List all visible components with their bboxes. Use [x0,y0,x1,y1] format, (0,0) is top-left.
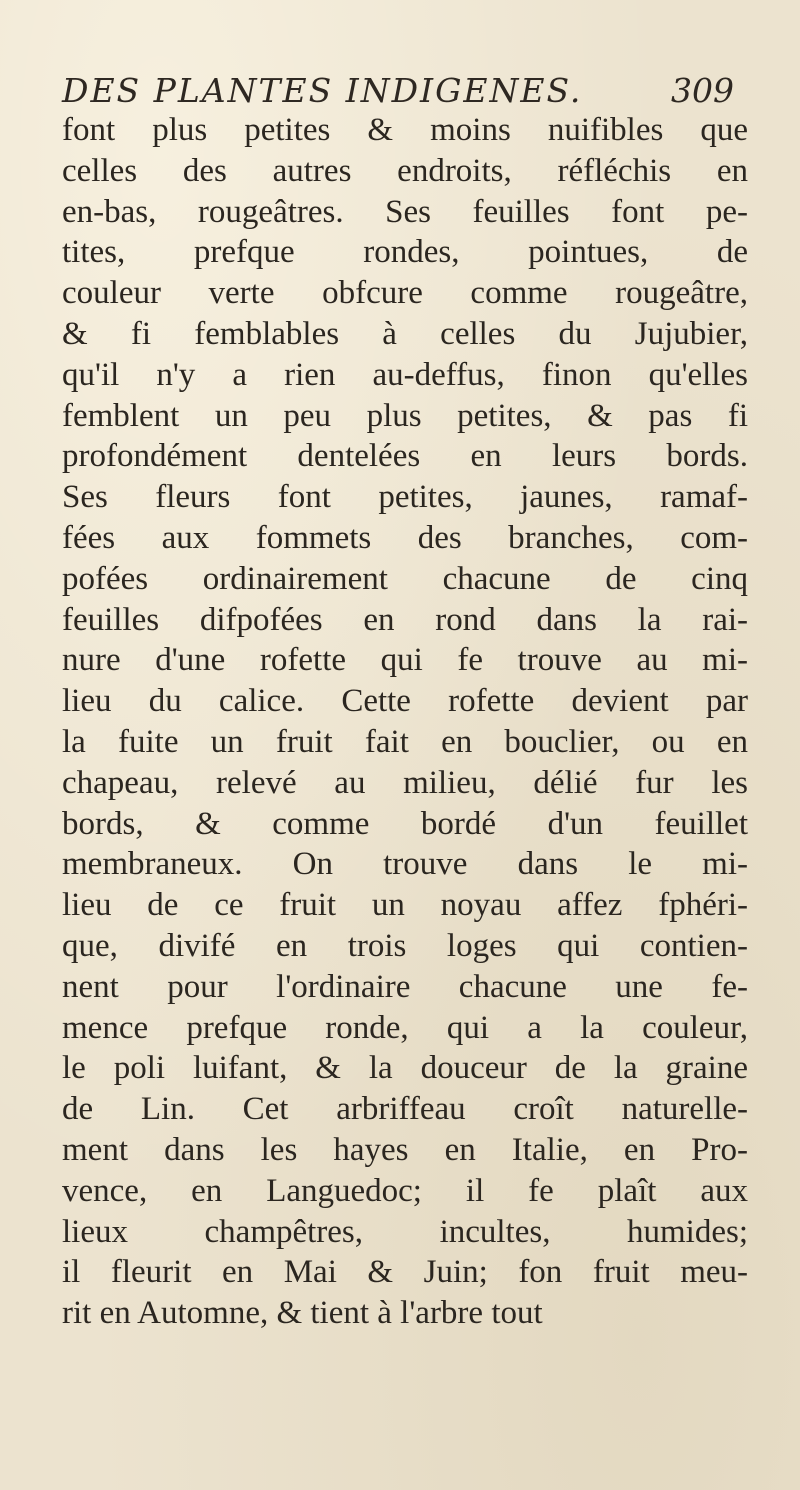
text-line: ment dans les hayes en Italie, en Pro- [62,1131,748,1168]
text-line: couleur verte obfcure comme rougeâtre, [62,275,748,312]
text-line: fées aux fommets des branches, com- [62,519,748,556]
text-line: de Lin. Cet arbriffeau croît naturelle- [62,1091,748,1128]
text-line: nure d'une rofette qui fe trouve au mi- [62,642,748,679]
text-line: en-bas, rougeâtres. Ses feuilles font pe- [62,193,748,230]
text-line: membraneux. On trouve dans le mi- [62,846,748,883]
text-line: la fuite un fruit fait en bouclier, ou en [62,723,748,760]
text-line: femblent un peu plus petites, & pas fi [62,397,748,434]
text-line: font plus petites & moins nuifibles que [62,112,748,148]
text-line: nent pour l'ordinaire chacune une fe- [62,968,748,1005]
text-line: vence, en Languedoc; il fe plaît aux [62,1172,748,1209]
text-line: lieu de ce fruit un noyau affez fphéri- [62,887,748,924]
running-title: DES PLANTES INDIGENES. [62,71,583,110]
text-line: profondément dentelées en leurs bords. [62,438,748,475]
text-line: il fleurit en Mai & Juin; fon fruit meu- [62,1254,748,1291]
text-line: qu'il n'y a rien au-deffus, finon qu'elles [62,356,748,393]
text-line: & fi femblables à celles du Jujubier, [62,315,748,352]
text-line: chapeau, relevé au milieu, délié fur les [62,764,748,801]
page-number: 309 [671,71,734,110]
text-line: feuilles difpofées en rond dans la rai- [62,601,748,638]
text-line: bords, & comme bordé d'un feuillet [62,805,748,842]
text-line: que, divifé en trois loges qui contien- [62,927,748,964]
text-line: rit en Automne, & tient à l'arbre tout [62,1295,543,1332]
text-line: celles des autres endroits, réfléchis en [62,152,748,189]
text-line: le poli luifant, & la douceur de la graine [62,1050,748,1087]
running-head [62,70,762,112]
text-line: lieu du calice. Cette rofette devient par [62,683,748,720]
text-line: lieux champêtres, incultes, humides; [62,1213,748,1250]
text-line: mence prefque ronde, qui a la couleur, [62,1009,748,1046]
text-line: pofées ordinairement chacune de cinq [62,560,748,597]
text-line: Ses fleurs font petites, jaunes, ramaf- [62,479,748,516]
text-line: tites, prefque rondes, pointues, de [62,234,748,271]
body-text [62,110,748,1334]
